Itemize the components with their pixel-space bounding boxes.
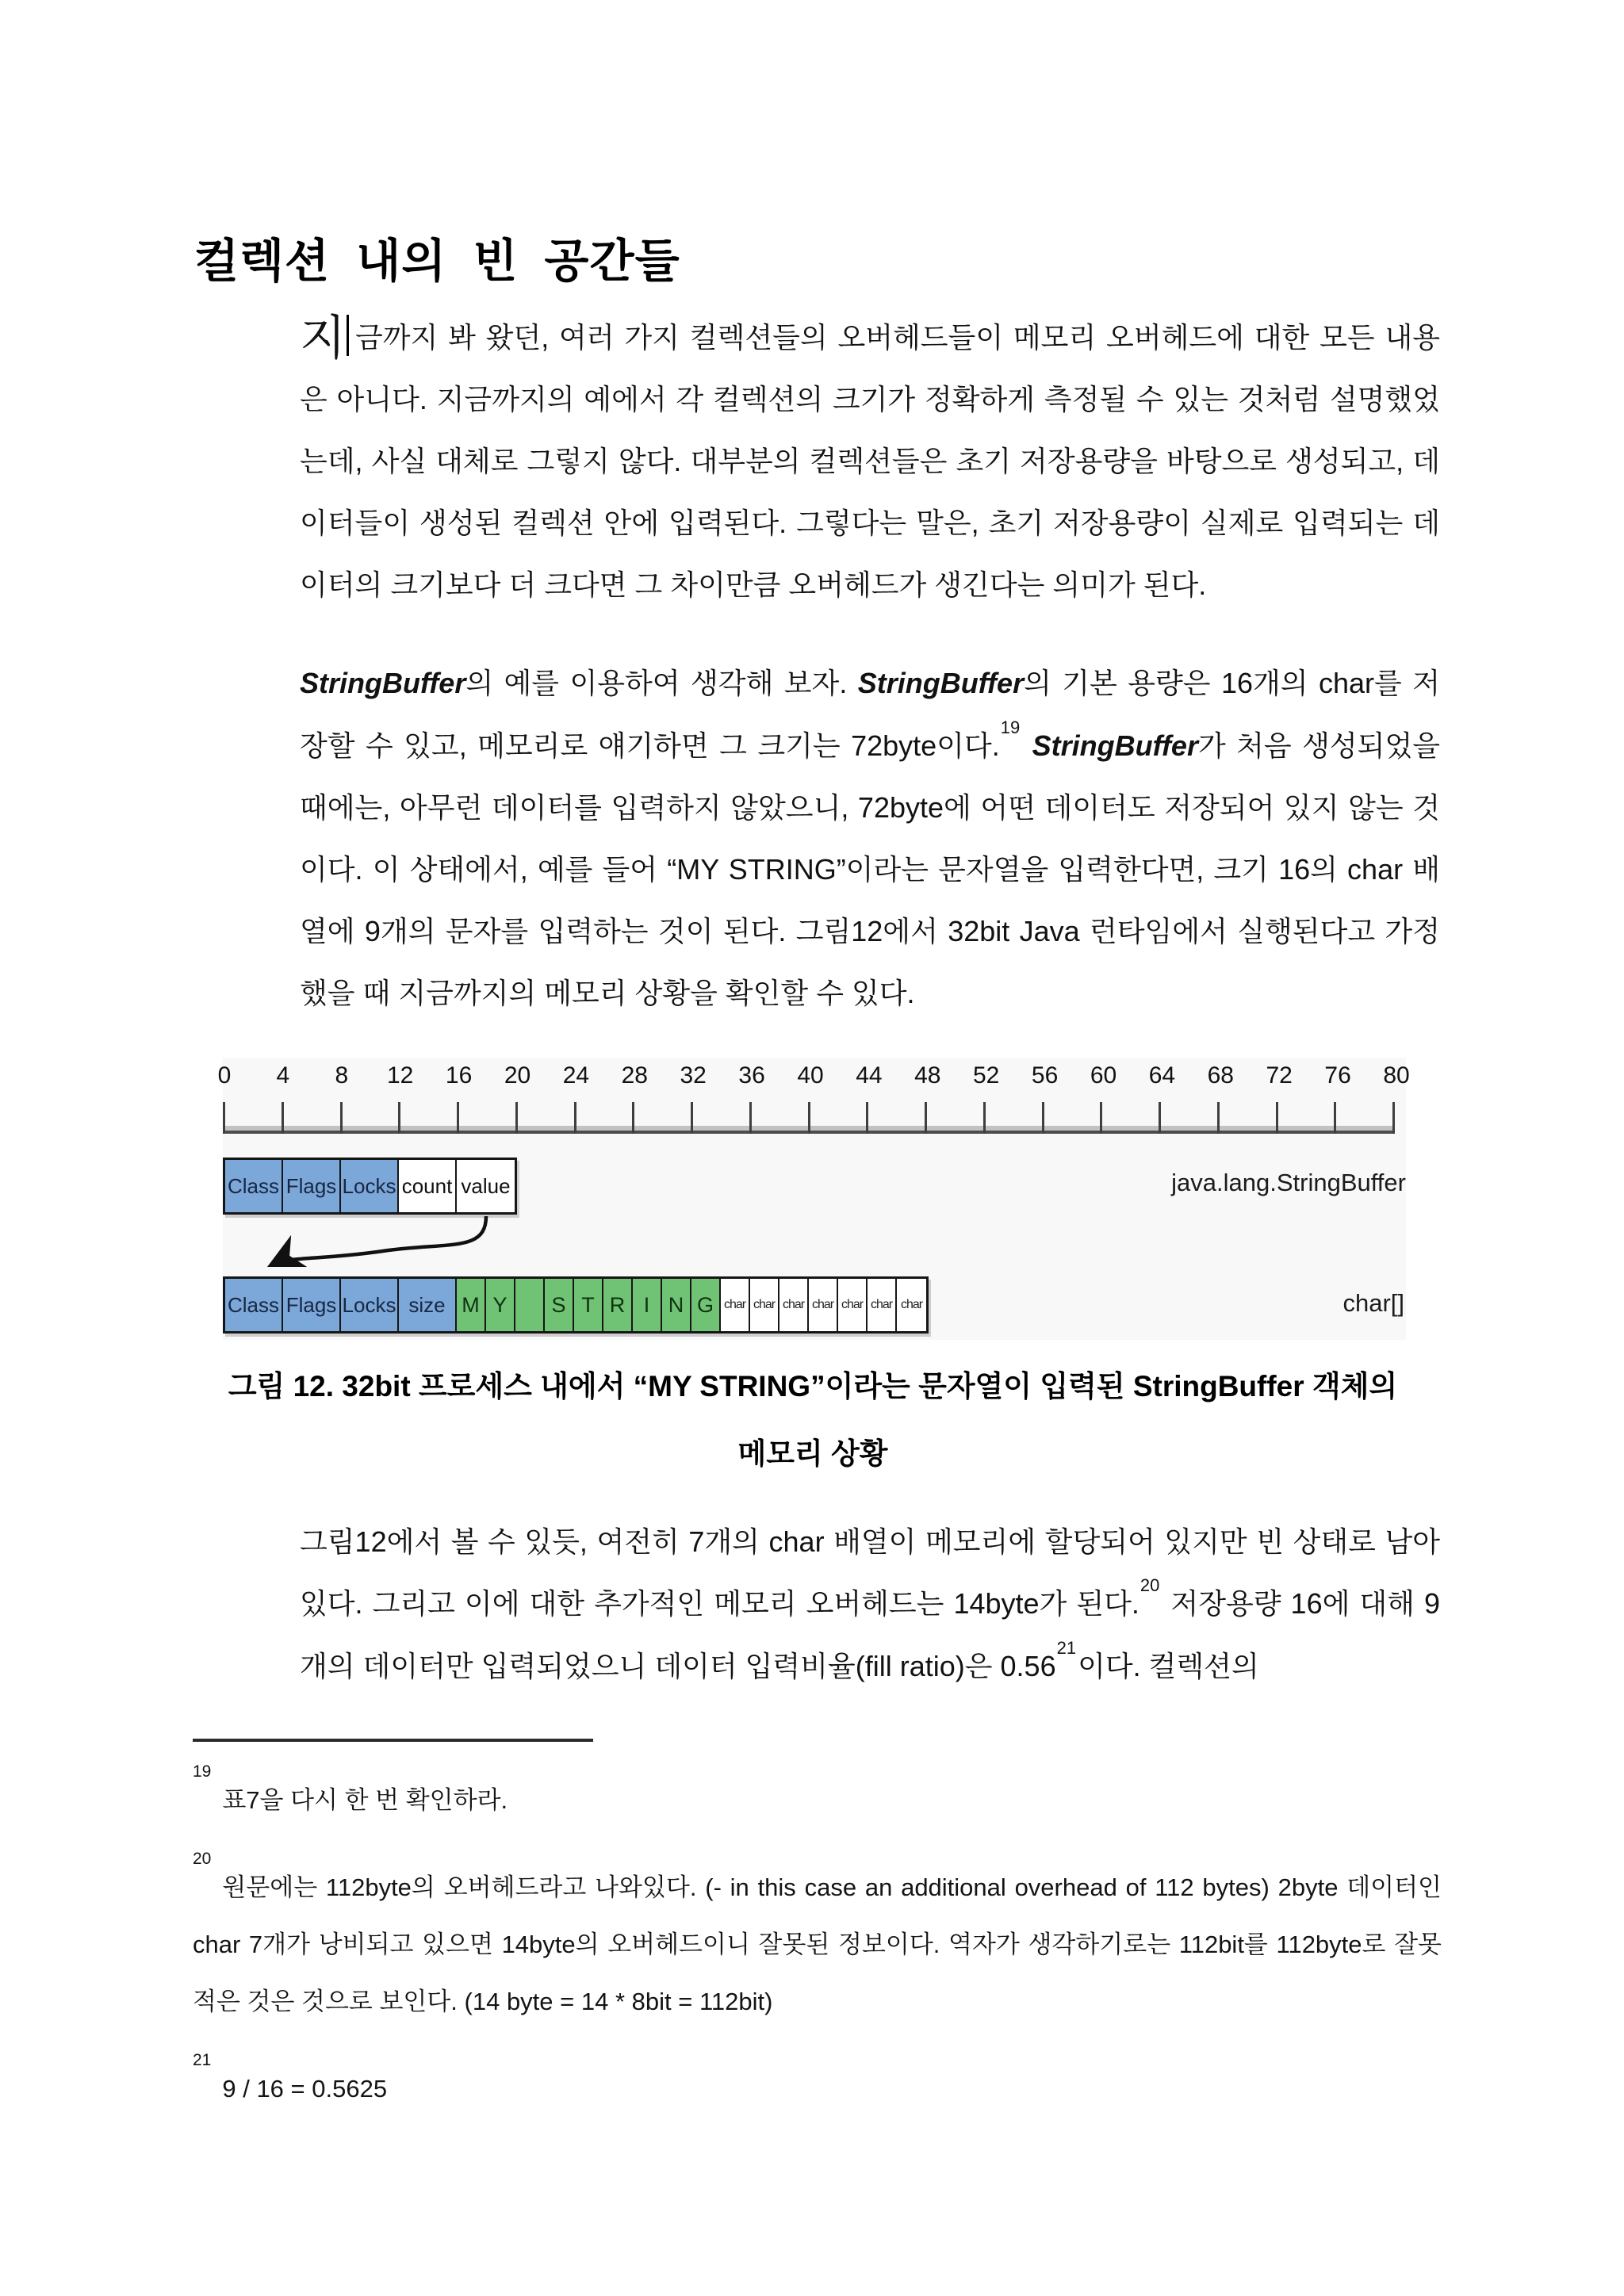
ruler-tick-segment: [1159, 1102, 1217, 1134]
ruler-label: 76: [1324, 1062, 1351, 1089]
figure-caption-line2: 메모리 상황: [737, 1437, 888, 1471]
memory-cell-char: char: [897, 1279, 926, 1331]
figure-caption: [206, 1353, 1419, 1487]
ruler-label: 20: [504, 1062, 531, 1089]
body-column: [300, 307, 1440, 1024]
memory-cell-char: char: [750, 1279, 779, 1331]
paragraph-1-text: 금까지 봐 왔던, 여러 가지 컬렉션들의 오버헤드들이 메모리 오버헤드에 대한 모든 내용은 아니다. 지금까지의 예에서 각 컬렉션의 크기가 정확하게 측정될 수 있는 것처럼 설명했었는데, 사실 대체로 그렇지 않다. 대부분의 컬렉션들은 초기 저장용량을 바탕으로 생성되고, 데이터들이 생성된 컬렉션 안에 입력된다. 그렇다는 말은, 초기 저장용량이 실제로 입력되는 데이터의 크기보다 더 크다면 그 차이만큼 오버헤드가 생긴다는 의미가 된다.: [300, 320, 1440, 602]
stringbuffer-term: StringBuffer: [300, 667, 466, 700]
footnote-ref-21: 21: [1056, 1637, 1077, 1658]
ruler-label: 64: [1148, 1062, 1176, 1089]
ruler-tick-segment: [1276, 1102, 1335, 1134]
footnote-19: [193, 1762, 1442, 1829]
ruler-label: 80: [1383, 1062, 1410, 1089]
page-title: 컬렉션 내의 빈 공간들: [194, 235, 680, 287]
memory-cell-char: char: [779, 1279, 809, 1331]
footnote-ref-19: 19: [1000, 717, 1021, 737]
ruler-label: 72: [1266, 1062, 1293, 1089]
stringbuffer-term: StringBuffer: [1032, 729, 1198, 762]
char-array-label: char[]: [1342, 1289, 1404, 1318]
memory-cell-t: T: [574, 1279, 603, 1331]
ruler-label: 36: [738, 1062, 765, 1089]
paragraph-2-text-2: 의 기본 용량은 16개의 char를 저장할 수 있고, 메모리로 얘기하면 그 크기는 72byte이다.: [300, 667, 1440, 762]
ruler-label: 52: [973, 1062, 1000, 1089]
stringbuffer-term: StringBuffer: [857, 667, 1025, 700]
ruler-tick-segment: [574, 1102, 633, 1134]
ruler-tick-segment: [457, 1102, 515, 1134]
ruler-tick-segment: [398, 1102, 457, 1134]
memory-cell-char: char: [721, 1279, 750, 1331]
ruler-label: 68: [1207, 1062, 1234, 1089]
paragraph-2-text-3: 가 처음 생성되었을 때에는, 아무런 데이터를 입력하지 않았으니, 72byte에 어떤 데이터도 저장되어 있지 않는 것이다. 이 상태에서, 예를 들어 “MY STRING”이라는 문자열을 입력한다면, 크기 16의 char 배열에 9개의 문자를 입력하는 것이 된다. 그림12에서 32bit Java 런타임에서 실행된다고 가정했을 때 지금까지의 메모리 상황을 확인할 수 있다.: [300, 729, 1440, 1009]
footnote-ref-20: 20: [1139, 1575, 1160, 1596]
memory-cell-space: [515, 1279, 545, 1331]
memory-cell-char: char: [809, 1279, 838, 1331]
memory-cell-char: char: [838, 1279, 868, 1331]
body-column-2: [300, 1511, 1440, 1697]
footnote-21-text: 9 / 16 = 0.5625: [222, 2075, 388, 2103]
memory-cell-m: M: [457, 1279, 486, 1331]
footnote-separator: [193, 1739, 593, 1742]
ruler-tick-segment: [925, 1102, 983, 1134]
ruler-tick-segment: [808, 1102, 867, 1134]
memory-cell-class: Class: [225, 1279, 283, 1331]
ruler-label: 4: [276, 1062, 290, 1089]
ruler-tick-segment: [515, 1102, 574, 1134]
ruler-label: 40: [797, 1062, 824, 1089]
paragraph-3-text-3: 이다. 컬렉션의: [1078, 1649, 1259, 1682]
paragraph-3-text-2: 저장용량 16에 대해 9개의 데이터만 입력되었으니 데이터 입력비율(fill ratio)은 0.56: [300, 1587, 1440, 1682]
memory-cell-count: count: [399, 1160, 457, 1212]
ruler-tick-segment: [1100, 1102, 1159, 1134]
text-cursor: [347, 315, 349, 356]
ruler-label: 0: [217, 1062, 232, 1089]
char-array-row: [223, 1276, 929, 1334]
ruler-label: 16: [445, 1062, 473, 1089]
ruler-tick-segment: [632, 1102, 691, 1134]
ruler-label: 12: [387, 1062, 414, 1089]
ruler-tick-segment: [340, 1102, 399, 1134]
ruler-tick-segment: [866, 1102, 925, 1134]
paragraph-2: [300, 652, 1440, 1024]
space: [1021, 729, 1032, 762]
memory-cell-class: Class: [225, 1160, 283, 1212]
ruler-tick-segment: [282, 1102, 340, 1134]
ruler-label: 28: [621, 1062, 648, 1089]
footnote-20-text: 원문에는 112byte의 오버헤드라고 나와있다. (- in this case an additional overhead of 112 bytes) 2byte 데이터인 char 7개가 낭비되고 있으면 14byte의 오버헤드이니 잘못된 정보이다. 역자가 생각하기로는 112bit를 112byte로 잘못 적은 것은 것으로 보인다. (14 byte = 14 * 8bit = 112bit): [193, 1873, 1442, 2016]
memory-cell-locks: Locks: [341, 1160, 399, 1212]
figure-caption-line1: 그림 12. 32bit 프로세스 내에서 “MY STRING”이라는 문자열이 입력된 StringBuffer 객체의: [228, 1370, 1398, 1403]
ruler-tick-segment: [749, 1102, 808, 1134]
memory-cell-flags: Flags: [283, 1279, 341, 1331]
ruler-tick-segment: [691, 1102, 749, 1134]
memory-cell-value: value: [457, 1160, 515, 1212]
footnotes: [193, 1762, 1442, 2118]
memory-cell-r: R: [603, 1279, 633, 1331]
ruler-label: 8: [335, 1062, 349, 1089]
memory-cell-locks: Locks: [341, 1279, 399, 1331]
stringbuffer-object-row: [223, 1158, 517, 1215]
footnote-21: [193, 2051, 1442, 2118]
memory-cell-char: char: [868, 1279, 897, 1331]
footnote-21-number: 21: [193, 2051, 212, 2070]
memory-cell-n: N: [662, 1279, 691, 1331]
paragraph-1: [300, 307, 1440, 617]
figure-12-memory-diagram: [217, 1058, 1410, 1340]
memory-cell-s: S: [545, 1279, 574, 1331]
ruler-label: 24: [562, 1062, 590, 1089]
ruler-label: 44: [856, 1062, 883, 1089]
ruler-label: 32: [680, 1062, 707, 1089]
memory-cell-flags: Flags: [283, 1160, 341, 1212]
footnote-20: [193, 1849, 1442, 2031]
ruler-tick-segment: [1334, 1102, 1392, 1134]
ruler-ticks: [223, 1102, 1395, 1134]
memory-cell-g: G: [691, 1279, 721, 1331]
ruler-tick-segment: [1042, 1102, 1101, 1134]
stringbuffer-object-label: java.lang.StringBuffer: [1171, 1169, 1406, 1197]
footnote-19-text: 표7을 다시 한 번 확인하라.: [222, 1785, 508, 1814]
paragraph-2-text-1: 의 예를 이용하여 생각해 보자.: [465, 667, 858, 700]
ruler-tick-segment: [1217, 1102, 1276, 1134]
memory-cell-i: I: [633, 1279, 662, 1331]
footnote-19-number: 19: [193, 1762, 212, 1781]
memory-cell-size: size: [399, 1279, 457, 1331]
paragraph-3-text-1: 그림12에서 볼 수 있듯, 여전히 7개의 char 배열이 메모리에 할당되어 있지만 빈 상태로 남아 있다. 그리고 이에 대한 추가적인 메모리 오버헤드는 14byte가 된다.: [300, 1525, 1440, 1621]
ruler-labels: [217, 1062, 1410, 1089]
memory-cell-y: Y: [486, 1279, 515, 1331]
ruler-tick-segment: [983, 1102, 1042, 1134]
ruler-label: 60: [1090, 1062, 1117, 1089]
ruler-tick-segment: [223, 1102, 282, 1134]
paragraph-3: [300, 1511, 1440, 1697]
dropcap: 지: [300, 311, 346, 365]
ruler-label: 48: [914, 1062, 941, 1089]
footnote-20-number: 20: [193, 1849, 212, 1868]
ruler-label: 56: [1031, 1062, 1059, 1089]
